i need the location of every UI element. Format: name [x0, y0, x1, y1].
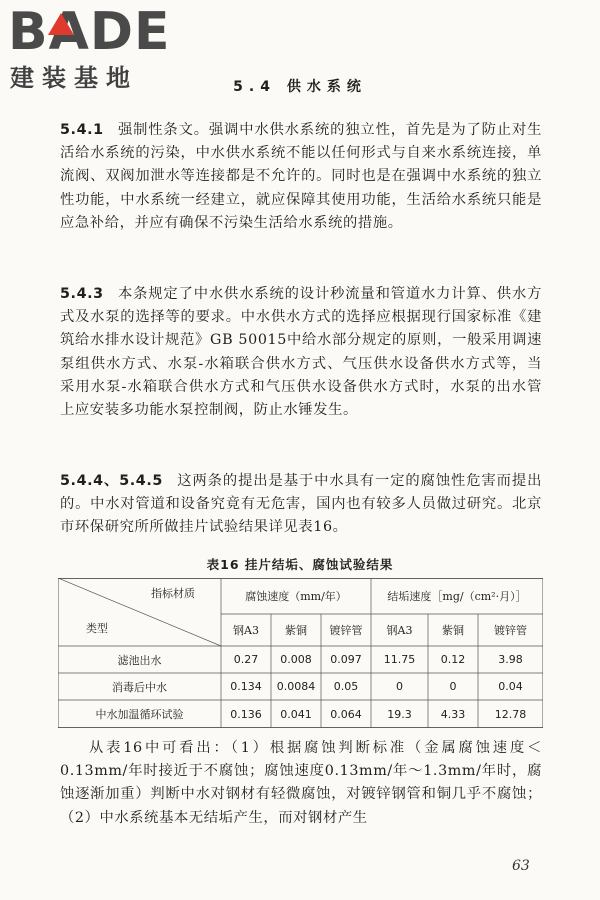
logo-wordmark: BADE	[8, 2, 171, 62]
row-type-label: 滤池出水	[117, 653, 162, 667]
logo-subtitle: 建装基地	[10, 64, 138, 92]
material-header: 镀锌管	[329, 624, 363, 637]
clause-number: 5.4.3	[60, 286, 104, 302]
paragraph-text: 这两条的提出是基于中水具有一定的腐蚀性危害而提出的。中水对管道和设备究竟有无危害，国内也有较多人员做过研究。北京市环保研究所所做挂片试验结果详见表16。	[60, 473, 542, 536]
logo-accent-triangle	[48, 13, 74, 35]
table-cell: 0.097	[330, 653, 362, 666]
paragraph-text: 强制性条文。强调中水供水系统的独立性，首先是为了防止对生活给水系统的污染，中水供水系统不能以任何形式与自来水系统连接，单流阀、双阀加泄水等连接都是不允许的。同时也是在强调中水系统的独立性功能，中水系统一经建立，就应保障其使用功能，生活给水系统只能是应急补给，并应有确保不污染生活给水系统的措施。	[60, 122, 542, 231]
table-cell: 0.12	[440, 653, 466, 666]
table-title: 表16 挂片结垢、腐蚀试验结果	[206, 557, 394, 572]
table-cell: 0.27	[233, 653, 259, 666]
table-cell: 0	[449, 680, 457, 693]
corrosion-rate-header: 腐蚀速度（mm/年）	[245, 590, 347, 603]
scaling-rate-header: 结垢速度［mg/（cm²·月）］	[387, 590, 527, 603]
material-header: 钢A3	[233, 624, 259, 637]
table-cell: 0.136	[230, 707, 262, 721]
table-cell: 0.041	[280, 707, 312, 721]
table-cell: 0.04	[498, 680, 523, 693]
table-cell: 11.75	[383, 653, 416, 666]
table-cell: 0.064	[330, 707, 362, 721]
corner-header-top: 指标材质	[151, 587, 195, 600]
clause-number: 5.4.1	[60, 122, 104, 138]
material-header: 紫铜	[442, 624, 464, 637]
table-cell: 0.134	[230, 680, 262, 693]
row-type-label: 中水加温循环试验	[95, 708, 184, 721]
table-cell: 4.33	[440, 707, 466, 721]
paragraph-5-4-1	[60, 119, 542, 235]
corner-header-bottom: 类型	[86, 622, 108, 635]
material-header: 紫铜	[285, 624, 307, 637]
row-type-label: 消毒后中水	[112, 680, 167, 694]
material-header: 镀锌管	[494, 624, 527, 637]
table-cell: 12.78	[494, 707, 527, 721]
results-table	[58, 578, 543, 728]
paragraph-table-analysis	[60, 737, 542, 830]
table-cell: 19.3	[387, 707, 412, 721]
table-cell: 0.05	[333, 680, 359, 693]
paragraph-text: 本条规定了中水供水系统的设计秒流量和管道水力计算、供水方式及水泵的选择等的要求。中水供水方式的选择应根据现行国家标准《建筑给水排水设计规范》GB 50015中给水部分规定的原则，一般采用调速泵组供水方式、水泵-水箱联合供水方式、气压供水设备供水方式等，当采用水泵-水箱联合供水方式和气压供水设备供水方式时，水泵的出水管上应安装多功能水泵控制阀，防止水锤发生。	[60, 286, 542, 419]
table-cell: 0.0084	[276, 680, 316, 693]
paragraph-5-4-4	[60, 470, 542, 540]
section-title: 5.4 供水系统	[233, 79, 367, 95]
table-cell: 0	[396, 680, 403, 693]
page-number: 63	[512, 858, 530, 874]
clause-number: 5.4.4、5.4.5	[60, 473, 163, 489]
paragraph-5-4-3	[60, 283, 542, 422]
material-header: 钢A3	[386, 624, 413, 637]
table-cell: 3.98	[498, 653, 523, 666]
table-cell: 0.008	[280, 653, 312, 666]
paragraph-text: 从表16中可看出：（1）根据腐蚀判断标准（金属腐蚀速度＜0.13mm/年时接近于不腐蚀；腐蚀速度0.13mm/年～1.3mm/年时，腐蚀逐渐加重）判断中水对钢材有轻微腐蚀，对镀锌钢管和铜几乎不腐蚀；（2）中水系统基本无结垢产生，而对钢材产生	[60, 740, 542, 826]
